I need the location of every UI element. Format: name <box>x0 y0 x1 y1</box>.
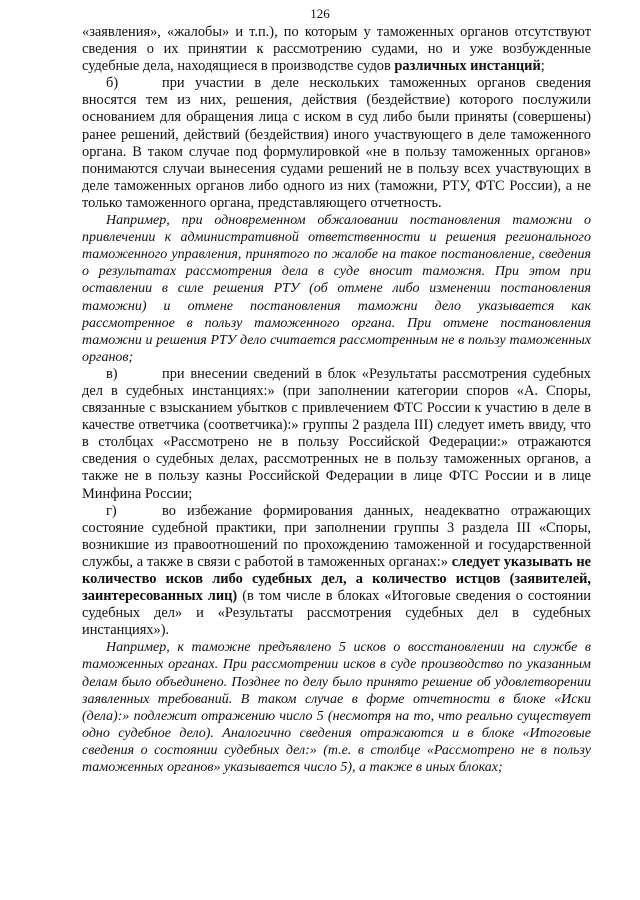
page-number: 126 <box>310 6 330 21</box>
paragraph-item-g <box>82 503 591 640</box>
page-body <box>82 24 591 776</box>
item-marker: в) <box>106 365 118 382</box>
bold-phrase: следует указывать не количество исков либо судебных дел, а количество истцов (заявителей, заинтересованных лиц) <box>82 553 591 605</box>
paragraph-item-b <box>82 75 591 212</box>
paragraph-example-2: Например, к таможне предъявлено 5 исков о восстановлении на службе в таможенных органах. При рассмотрении исков в суде производство по указанным делам было объединено. Позднее по делу было принято решение об удовлетворении заявленных требований. В таком случае в форме отчетности в блоке «Иски (дела):» подлежит отражению число 5 (несмотря на то, что реально существует одно судебное дело). Аналогично сведения отражаются и в блоке «Итоговые сведения о состоянии судебных дел:» (т.е. в столбце «Рассмотрено не в пользу таможенных органов» указывается число 5), а также в иных блоках; <box>82 640 591 776</box>
paragraph-text: при участии в деле нескольких таможенных органов сведения вносятся тем из них, решения, действия (бездействие) которого послужили основанием для обращения лица с иском в суд либо были приняты (совершены) ранее решений, действий (бездействия) иного участвующего в деле таможенного органа. В таком случае под формулировкой «не в пользу таможенных органов» понимаются случаи вынесения судами решений не в пользу всех участвующих в деле таможенных органов либо одного из них (таможни, РТУ, ФТС России), а не только таможенного органа, представляющего отчетность. <box>82 75 591 211</box>
paragraph-example-1: Например, при одновременном обжаловании постановления таможни о привлечении к административной ответственности и решения регионального таможенного управления, принятого по жалобе на такое постановление, сведения о результатах рассмотрения дела в суде вносит таможня. При этом при оставлении в силе решения РТУ (об отмене либо изменении постановления таможни) и отмене постановления таможни дело указывается как рассмотренное в пользу таможенного органа. При отмене постановления таможни и решения РТУ дело считается рассмотренным не в пользу таможенных органов; <box>82 213 591 365</box>
bold-phrase: различных инстанций <box>394 58 541 75</box>
item-marker: г) <box>106 502 117 519</box>
paragraph-text: при внесении сведений в блок «Результаты рассмотрения судебных дел в судебных инстанциях:» (при заполнении категории споров «А. Споры, связанные с взысканием убытков с привлечением ФТС России к участию в деле в качестве ответчика (соответчика):» группы 2 раздела III) следует иметь ввиду, что в столбцах «Рассмотрено не в пользу Российской Федерации:» отражаются сведения о судебных делах, рассмотренных не в пользу таможенных органов, а также не в пользу казны Российской Федерации в лице ФТС России и в лице Минфина России; <box>82 365 591 502</box>
paragraph-continuation <box>82 24 591 75</box>
item-marker: б) <box>106 75 119 92</box>
paragraph-text: во избежание формирования данных, неадекватно отражающих состояние судебной практики, при заполнении группы 3 раздела III «Споры, возникшие из правоотношений по прохождению таможенной и государственной службы, а также в связи с работой в таможенных органах:» <box>82 502 591 570</box>
paragraph-tail: ; <box>540 58 545 75</box>
paragraph-tail: (в том числе в блоках «Итоговые сведения о состоянии судебных дел» и «Результаты рассмотрения судебных дел в судебных инстанциях»). <box>82 588 591 639</box>
paragraph-text: «заявления», «жалобы» и т.п.), по которым у таможенных органов отсутствуют сведения о их принятии к рассмотрению судами, но и уже возбужденные судебные дела, находящиеся в производстве судов <box>82 24 591 75</box>
paragraph-item-v <box>82 366 591 503</box>
